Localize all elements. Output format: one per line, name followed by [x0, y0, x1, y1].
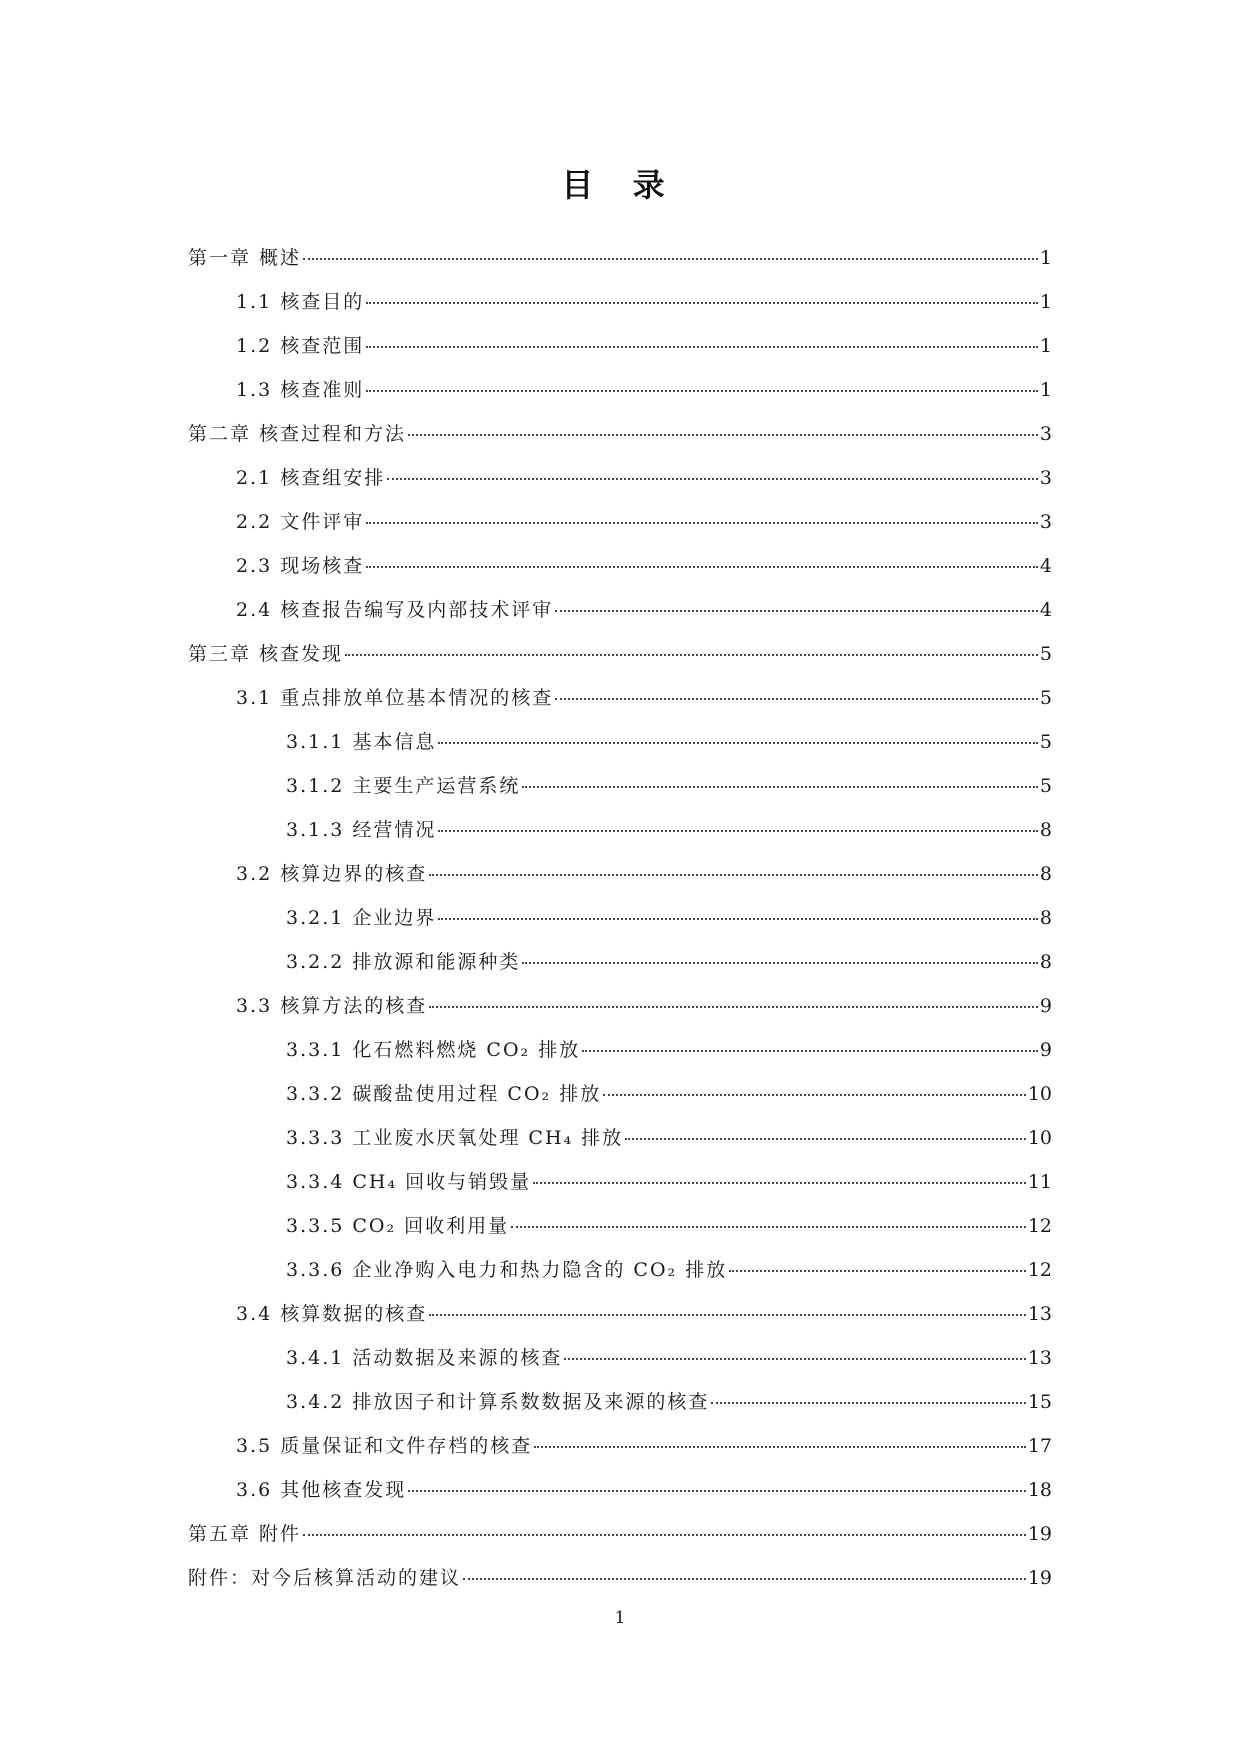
toc-leader-dots [522, 961, 1038, 964]
toc-entry-label: 第三章 核查发现 [188, 643, 344, 665]
toc-entry-page: 3 [1039, 511, 1052, 533]
toc-leader-dots [303, 1533, 1026, 1536]
toc-entry-page: 13 [1027, 1347, 1052, 1369]
toc-entry[interactable] [188, 1336, 1052, 1380]
toc-entry-label: 3.6 其他核查发现 [236, 1479, 407, 1501]
toc-leader-dots [511, 1225, 1026, 1228]
toc-leader-dots [534, 1445, 1026, 1448]
toc-entry[interactable] [188, 280, 1052, 324]
toc-entry-page: 18 [1027, 1479, 1052, 1501]
toc-entry-label: 3.3.2 碳酸盐使用过程 CO₂ 排放 [286, 1083, 602, 1105]
toc-entry-label: 3.2 核算边界的核查 [236, 863, 428, 885]
toc-entry-label: 1.2 核查范围 [236, 335, 365, 357]
toc-entry-page: 4 [1039, 599, 1052, 621]
toc-entry-page: 13 [1027, 1303, 1052, 1325]
toc-leader-dots [522, 785, 1038, 788]
toc-entry[interactable] [188, 1556, 1052, 1600]
toc-entry[interactable] [188, 1204, 1052, 1248]
toc-entry[interactable] [188, 1512, 1052, 1556]
toc-entry-page: 19 [1027, 1567, 1052, 1589]
toc-leader-dots [345, 653, 1038, 656]
toc-leader-dots [366, 565, 1038, 568]
toc-entry-label: 3.1 重点排放单位基本情况的核查 [236, 687, 554, 709]
toc-entry-label: 2.3 现场核查 [236, 555, 365, 577]
toc-entry-page: 17 [1027, 1435, 1052, 1457]
toc-entry[interactable] [188, 1116, 1052, 1160]
toc-leader-dots [555, 697, 1038, 700]
toc-entry[interactable] [188, 500, 1052, 544]
toc-entry[interactable] [188, 1292, 1052, 1336]
toc-leader-dots [366, 389, 1038, 392]
toc-leader-dots [463, 1577, 1026, 1580]
toc-leader-dots [438, 917, 1038, 920]
toc-entry[interactable] [188, 720, 1052, 764]
toc-entry-label: 3.3.1 化石燃料燃烧 CO₂ 排放 [286, 1039, 581, 1061]
toc-entry[interactable] [188, 764, 1052, 808]
toc-entry[interactable] [188, 676, 1052, 720]
toc-leader-dots [429, 1313, 1026, 1316]
toc-entry-label: 2.1 核查组安排 [236, 467, 386, 489]
toc-entry-page: 12 [1027, 1215, 1052, 1237]
toc-leader-dots [366, 345, 1038, 348]
toc-entry-label: 3.5 质量保证和文件存档的核查 [236, 1435, 533, 1457]
toc-entry[interactable] [188, 940, 1052, 984]
toc-leader-dots [408, 1489, 1026, 1492]
table-of-contents [188, 236, 1052, 1600]
toc-entry-label: 3.1.2 主要生产运营系统 [286, 775, 521, 797]
toc-entry-page: 9 [1039, 1039, 1052, 1061]
toc-entry-page: 19 [1027, 1523, 1052, 1545]
toc-entry-label: 3.3.6 企业净购入电力和热力隐含的 CO₂ 排放 [286, 1259, 728, 1281]
toc-leader-dots [408, 433, 1038, 436]
toc-entry-page: 5 [1039, 775, 1052, 797]
toc-entry[interactable] [188, 1424, 1052, 1468]
toc-entry[interactable] [188, 368, 1052, 412]
toc-entry-label: 3.3.3 工业废水厌氧处理 CH₄ 排放 [286, 1127, 624, 1149]
toc-entry-label: 3.2.2 排放源和能源种类 [286, 951, 521, 973]
toc-entry[interactable] [188, 852, 1052, 896]
page-number: 1 [614, 1608, 626, 1628]
toc-entry-page: 4 [1039, 555, 1052, 577]
toc-entry-label: 3.4.1 活动数据及来源的核查 [286, 1347, 563, 1369]
toc-leader-dots [625, 1137, 1026, 1140]
toc-entry-page: 8 [1039, 863, 1052, 885]
toc-entry[interactable] [188, 896, 1052, 940]
toc-entry-label: 2.2 文件评审 [236, 511, 365, 533]
toc-entry-label: 3.3 核算方法的核查 [236, 995, 428, 1017]
toc-leader-dots [438, 741, 1038, 744]
toc-entry-label: 3.1.1 基本信息 [286, 731, 437, 753]
toc-entry[interactable] [188, 1468, 1052, 1512]
toc-entry-page: 8 [1039, 819, 1052, 841]
toc-leader-dots [366, 301, 1038, 304]
toc-entry-label: 第一章 概述 [188, 247, 302, 269]
toc-entry-label: 1.1 核查目的 [236, 291, 365, 313]
toc-entry-page: 1 [1039, 335, 1052, 357]
toc-entry-label: 附件：对今后核算活动的建议 [188, 1567, 462, 1589]
toc-entry-page: 15 [1027, 1391, 1052, 1413]
toc-entry-page: 9 [1039, 995, 1052, 1017]
toc-entry-label: 2.4 核查报告编写及内部技术评审 [236, 599, 554, 621]
toc-leader-dots [711, 1401, 1025, 1404]
toc-leader-dots [366, 521, 1038, 524]
toc-entry-label: 3.3.5 CO₂ 回收利用量 [286, 1215, 510, 1237]
toc-entry-label: 第五章 附件 [188, 1523, 302, 1545]
toc-entry-page: 3 [1039, 467, 1052, 489]
toc-leader-dots [533, 1181, 1026, 1184]
toc-entry-page: 8 [1039, 907, 1052, 929]
toc-entry-page: 12 [1027, 1259, 1052, 1281]
toc-leader-dots [438, 829, 1038, 832]
page-title: 目 录 [561, 166, 679, 204]
toc-entry-label: 3.4 核算数据的核查 [236, 1303, 428, 1325]
toc-entry[interactable] [188, 632, 1052, 676]
toc-entry[interactable] [188, 808, 1052, 852]
toc-leader-dots [603, 1093, 1026, 1096]
toc-entry-page: 5 [1039, 687, 1052, 709]
toc-leader-dots [729, 1269, 1026, 1272]
toc-entry[interactable] [188, 1380, 1052, 1424]
toc-entry-page: 5 [1039, 643, 1052, 665]
toc-entry-label: 第二章 核查过程和方法 [188, 423, 407, 445]
toc-entry-label: 3.2.1 企业边界 [286, 907, 437, 929]
toc-leader-dots [429, 873, 1038, 876]
toc-leader-dots [582, 1049, 1038, 1052]
toc-entry-label: 3.1.3 经营情况 [286, 819, 437, 841]
toc-entry[interactable] [188, 544, 1052, 588]
toc-leader-dots [303, 257, 1038, 260]
toc-entry-page: 10 [1027, 1083, 1052, 1105]
toc-entry-page: 11 [1027, 1171, 1052, 1193]
toc-entry-page: 10 [1027, 1127, 1052, 1149]
toc-entry-page: 3 [1039, 423, 1052, 445]
toc-entry-label: 3.4.2 排放因子和计算系数数据及来源的核查 [286, 1391, 710, 1413]
toc-entry-page: 5 [1039, 731, 1052, 753]
toc-leader-dots [564, 1357, 1025, 1360]
toc-leader-dots [555, 609, 1038, 612]
toc-entry-label: 1.3 核查准则 [236, 379, 365, 401]
toc-entry-page: 1 [1039, 379, 1052, 401]
toc-entry[interactable] [188, 984, 1052, 1028]
toc-entry-page: 1 [1039, 247, 1052, 269]
toc-entry[interactable] [188, 456, 1052, 500]
toc-entry[interactable] [188, 1072, 1052, 1116]
toc-entry[interactable] [188, 1248, 1052, 1292]
toc-entry[interactable] [188, 324, 1052, 368]
toc-entry[interactable] [188, 1028, 1052, 1072]
toc-entry-page: 8 [1039, 951, 1052, 973]
toc-entry[interactable] [188, 588, 1052, 632]
toc-entry[interactable] [188, 236, 1052, 280]
toc-entry[interactable] [188, 1160, 1052, 1204]
toc-leader-dots [387, 477, 1038, 480]
toc-entry-page: 1 [1039, 291, 1052, 313]
toc-entry[interactable] [188, 412, 1052, 456]
toc-entry-label: 3.3.4 CH₄ 回收与销毁量 [286, 1171, 532, 1193]
toc-leader-dots [429, 1005, 1038, 1008]
